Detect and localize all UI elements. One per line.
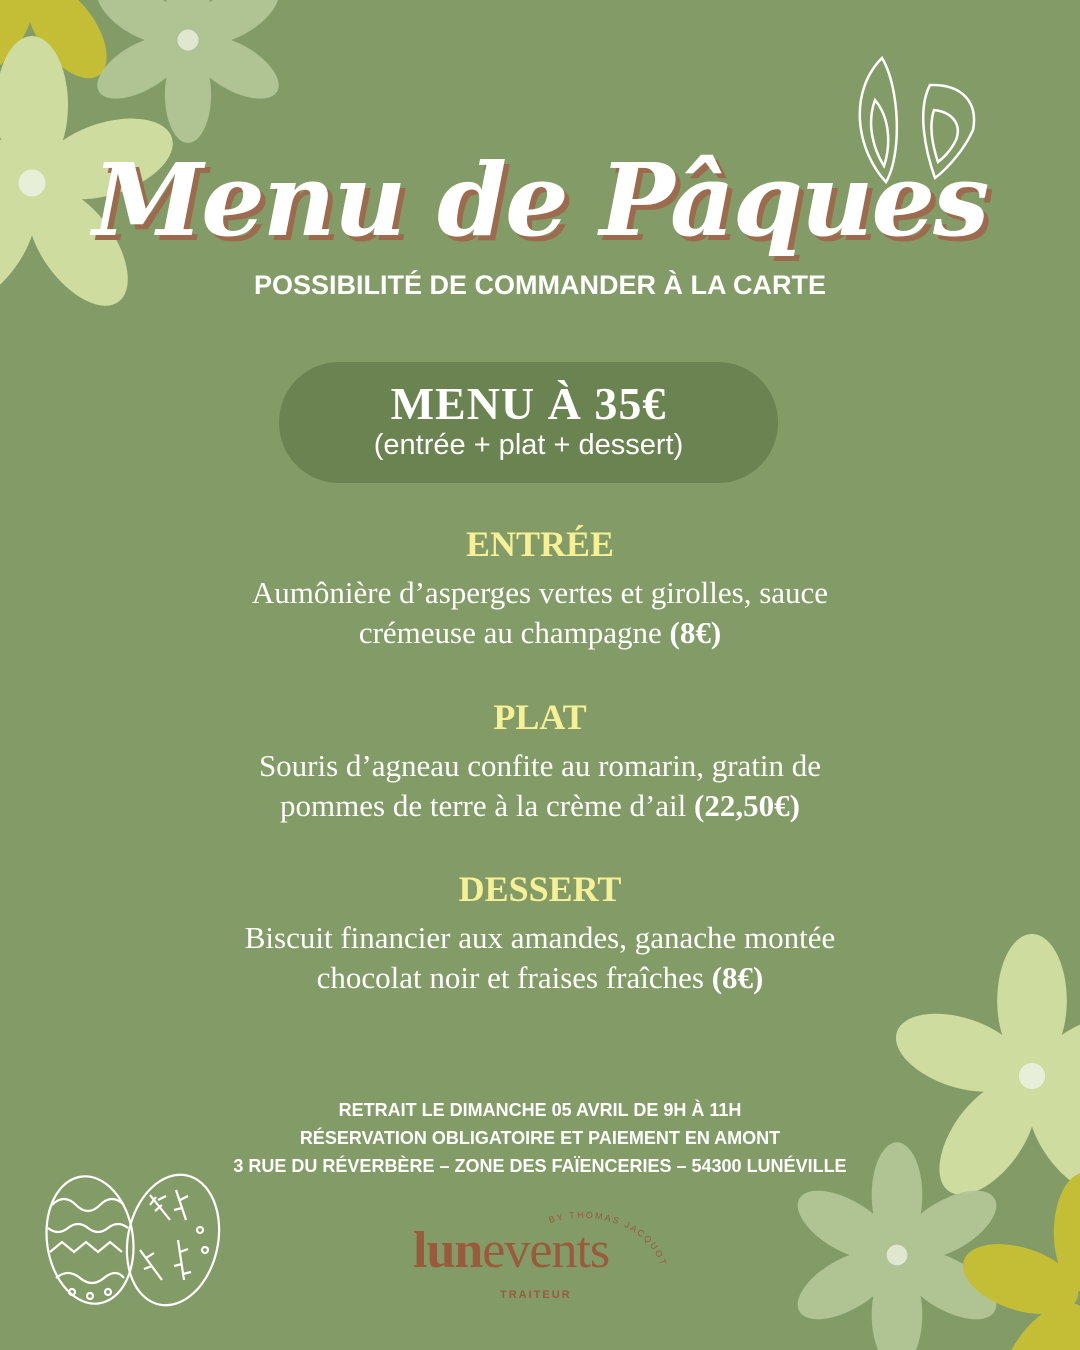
- description-line: chocolat noir et fraises fraîches: [316, 960, 712, 996]
- price: (22,50€): [694, 788, 800, 824]
- section-description: [210, 573, 870, 653]
- description-line: Souris d’agneau confite au romarin, gratin de: [258, 748, 822, 784]
- menu-price-box: [279, 362, 778, 483]
- description-line: pommes de terre à la crème d’ail: [280, 788, 695, 824]
- reservation-note: RÉSERVATION OBLIGATOIRE ET PAIEMENT EN AMONT: [299, 1128, 781, 1148]
- logo-wordmark: [413, 1222, 610, 1279]
- pickup-info: [0, 1096, 1080, 1180]
- pickup-date: RETRAIT LE DIMANCHE 05 AVRIL DE 9H À 11H: [338, 1100, 742, 1120]
- menu-price-title: MENU À 35€: [390, 378, 667, 429]
- page-title: Menu de Pâques: [92, 141, 988, 259]
- description-line: Aumônière d’asperges vertes et girolles, sauce: [251, 575, 829, 611]
- price: (8€): [711, 960, 764, 996]
- section-title: PLAT: [493, 697, 587, 737]
- section-description: [210, 918, 870, 998]
- logo: [400, 1195, 680, 1315]
- price: (8€): [669, 615, 722, 651]
- logo-lun: lun: [413, 1222, 483, 1279]
- logo-byline: BY THOMAS JACQUOT: [547, 1209, 669, 1268]
- section-dessert: [120, 869, 960, 998]
- section-title: ENTRÉE: [465, 524, 615, 564]
- section-title: DESSERT: [458, 869, 622, 909]
- section-plat: [120, 697, 960, 826]
- easter-egg-icon: [39, 1171, 142, 1310]
- section-description: [210, 746, 870, 826]
- description-line: Biscuit financier aux amandes, ganache montée: [244, 920, 836, 956]
- logo-events: events: [482, 1222, 610, 1279]
- description-line: crémeuse au champagne: [358, 615, 670, 651]
- address: 3 RUE DU RÉVERBÈRE – ZONE DES FAÏENCERIES – 54300 LUNÉVILLE: [233, 1156, 847, 1176]
- section-entree: [120, 524, 960, 653]
- page-subtitle: POSSIBILITÉ DE COMMANDER À LA CARTE: [253, 270, 826, 300]
- logo-tagline: TRAITEUR: [500, 1289, 572, 1301]
- menu-price-subtitle: (entrée + plat + dessert): [373, 429, 684, 462]
